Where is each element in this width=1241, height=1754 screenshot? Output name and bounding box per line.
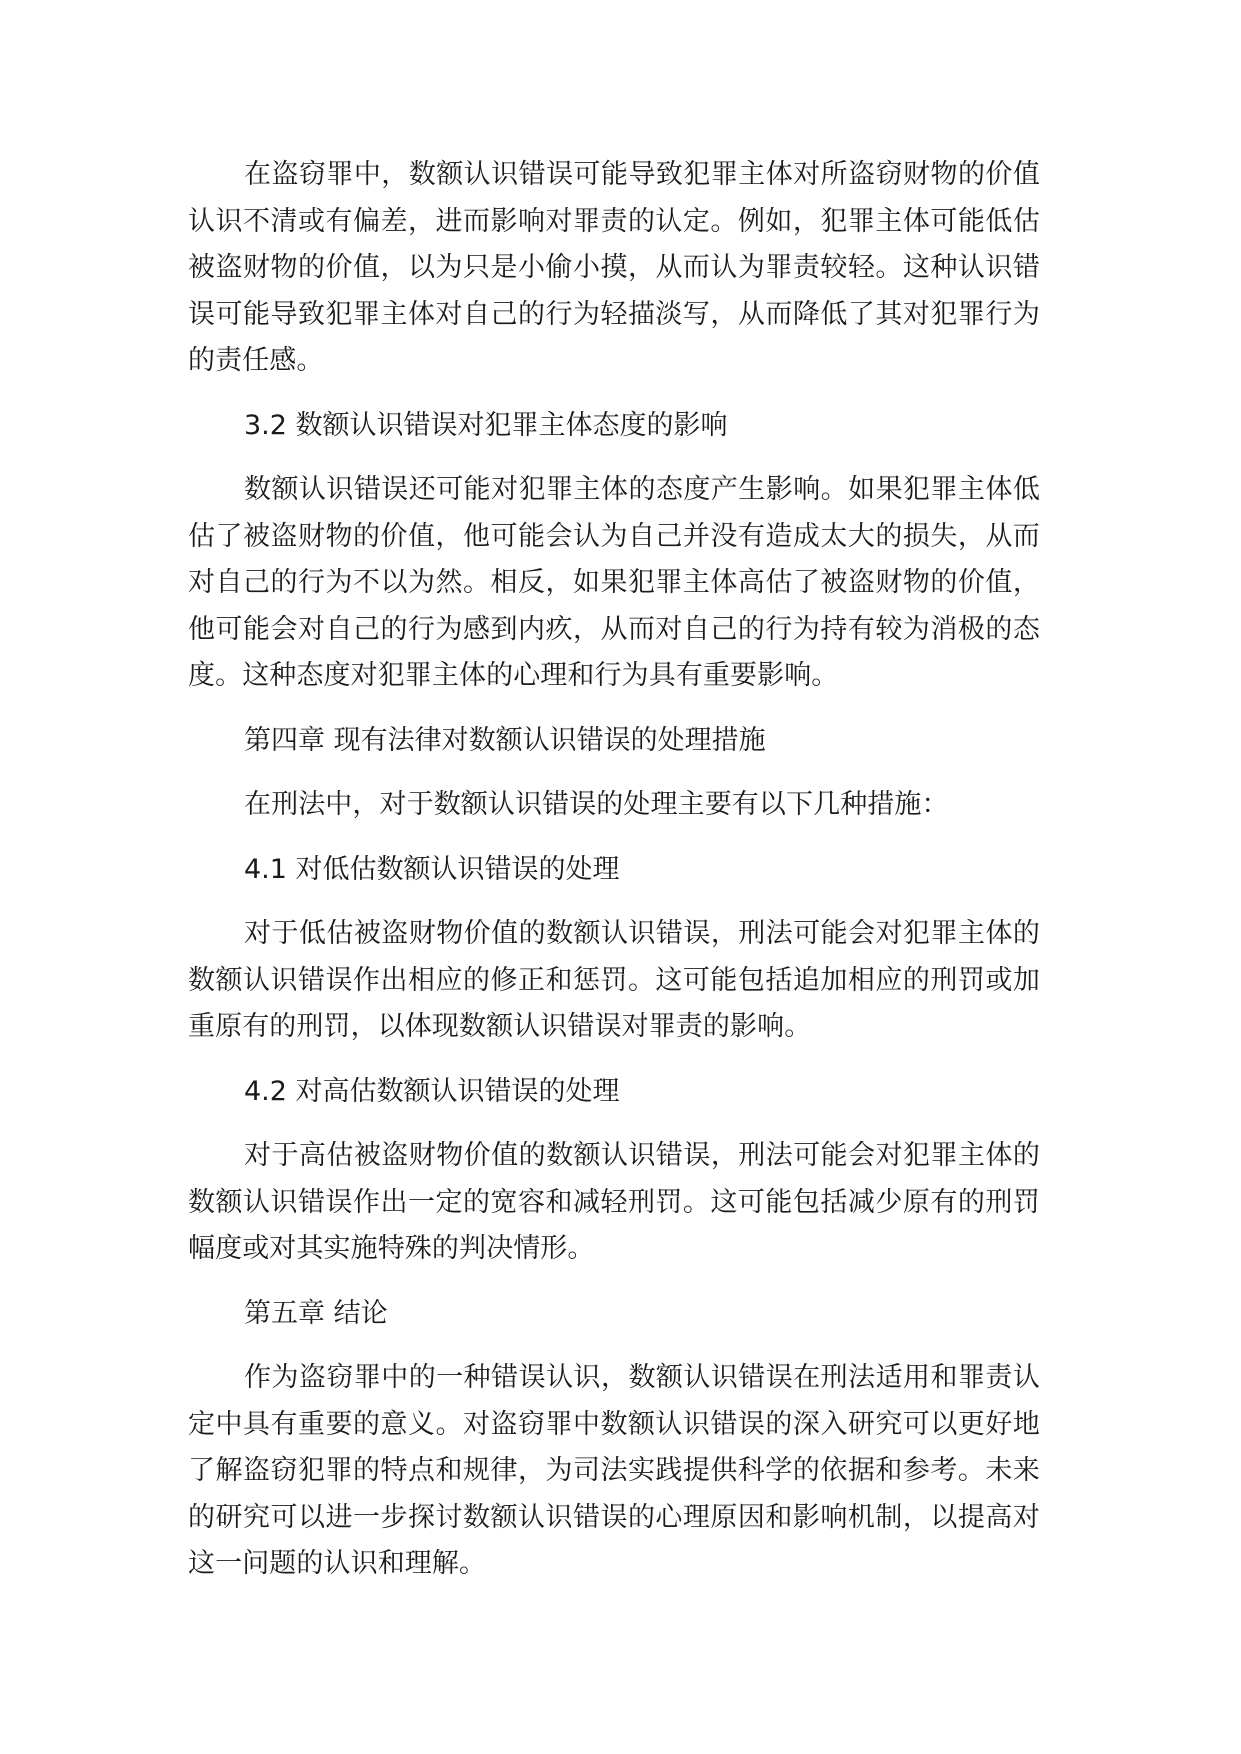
- paragraph-theft-value-misjudgment: 在盗窃罪中，数额认识错误可能导致犯罪主体对所盗窃财物的价值认识不清或有偏差，进而影响对罪责的认定。例如，犯罪主体可能低估被盗财物的价值，以为只是小偷小摸，从而认为罪责较轻。这种认识错误可能导致犯罪主体对自己的行为轻描淡写，从而降低了其对犯罪行为的责任感。: [188, 159, 1040, 376]
- paragraph-conclusion: 作为盗窃罪中的一种错误认识，数额认识错误在刑法适用和罪责认定中具有重要的意义。对盗窃罪中数额认识错误的深入研究可以更好地了解盗窃犯罪的特点和规律，为司法实践提供科学的依据和参考。未来的研究可以进一步探讨数额认识错误的心理原因和影响机制，以提高对这一问题的认识和理解。: [188, 1362, 1040, 1579]
- document-page: [188, 152, 1040, 1588]
- section-heading-4-2: 4.2 对高估数额认识错误的处理: [244, 1075, 620, 1107]
- chapter-heading-5: 第五章 结论: [244, 1297, 388, 1329]
- section-heading-3-2: 3.2 数额认识错误对犯罪主体态度的影响: [244, 409, 728, 441]
- paragraph-overestimate-handling: 对于高估被盗财物价值的数额认识错误，刑法可能会对犯罪主体的数额认识错误作出一定的宽容和减轻刑罚。这可能包括减少原有的刑罚幅度或对其实施特殊的判决情形。: [188, 1140, 1040, 1264]
- paragraph-underestimate-handling: 对于低估被盗财物价值的数额认识错误，刑法可能会对犯罪主体的数额认识错误作出相应的修正和惩罚。这可能包括追加相应的刑罚或加重原有的刑罚，以体现数额认识错误对罪责的影响。: [188, 918, 1040, 1042]
- chapter-heading-4: 第四章 现有法律对数额认识错误的处理措施: [244, 724, 766, 756]
- paragraph-attitude-impact: 数额认识错误还可能对犯罪主体的态度产生影响。如果犯罪主体低估了被盗财物的价值，他可能会认为自己并没有造成太大的损失，从而对自己的行为不以为然。相反，如果犯罪主体高估了被盗财物的价值，他可能会对自己的行为感到内疚，从而对自己的行为持有较为消极的态度。这种态度对犯罪主体的心理和行为具有重要影响。: [188, 474, 1040, 691]
- paragraph-measures-intro: 在刑法中，对于数额认识错误的处理主要有以下几种措施：: [244, 789, 949, 820]
- section-heading-4-1: 4.1 对低估数额认识错误的处理: [244, 853, 620, 885]
